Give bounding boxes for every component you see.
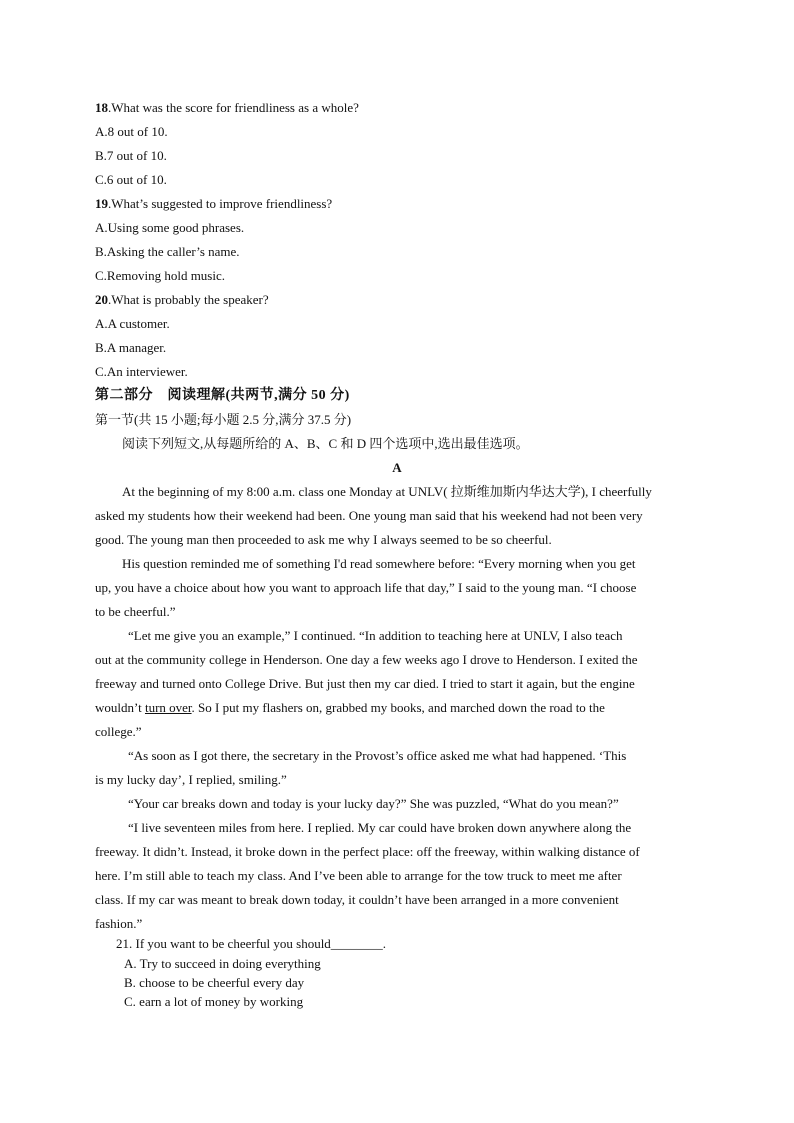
question-stem: .What is probably the speaker? [108,292,269,307]
passage-text: wouldn’t [95,700,145,715]
passage-line: college.” [95,724,142,739]
option-b: B.A manager. [95,340,167,355]
section1-heading: 第一节(共 15 小题;每小题 2.5 分,满分 37.5 分) [95,412,352,427]
passage-line: “I live seventeen miles from here. I replied. My car could have broken down anywhere along the [128,820,632,835]
passage-text: . So I put my flashers on, grabbed my books, and marched down the road to the [191,700,605,715]
question-number: 20 [95,292,108,307]
passage-line: “As soon as I got there, the secretary in the Provost’s office asked me what had happened. ‘This [128,748,627,763]
option-c: C.6 out of 10. [95,172,167,187]
question-21-stem: 21. If you want to be cheerful you should________. [116,936,387,951]
question-18 [95,100,359,116]
instruction-text: 阅读下列短文,从每题所给的 A、B、C 和 D 四个选项中,选出最佳选项。 [122,436,529,451]
passage-line: here. I’m still able to teach my class. And I’ve been able to arrange for the tow truck to meet me after [95,868,622,883]
question-20 [95,292,269,308]
passage-line [95,700,605,716]
part2-heading: 第二部分 阅读理解(共两节,满分 50 分) [95,388,350,403]
passage-line: fashion.” [95,916,143,931]
option-b: B.7 out of 10. [95,148,167,163]
passage-line: freeway. It didn’t. Instead, it broke down in the perfect place: off the freeway, within walking distance of [95,844,640,859]
option-a: A. Try to succeed in doing everything [124,956,321,971]
passage-line: out at the community college in Henderson. One day a few weeks ago I drove to Henderson. I exited the [95,652,638,667]
option-a: A.Using some good phrases. [95,220,245,235]
option-c: C. earn a lot of money by working [124,994,304,1009]
passage-line: class. If my car was meant to break down today, it couldn’t have been arranged in a more convenient [95,892,619,907]
option-b: B. choose to be cheerful every day [124,975,305,990]
option-a: A.8 out of 10. [95,124,168,139]
passage-line: At the beginning of my 8:00 a.m. class one Monday at UNLV( 拉斯维加斯内华达大学), I cheerfully [122,484,652,499]
passage-line: is my lucky day’, I replied, smiling.” [95,772,287,787]
passage-line: His question reminded me of something I'd read somewhere before: “Every morning when you get [122,556,636,571]
question-19 [95,196,332,212]
option-b: B.Asking the caller’s name. [95,244,240,259]
option-c: C.Removing hold music. [95,268,225,283]
passage-line: asked my students how their weekend had been. One young man said that his weekend had not been very [95,508,643,523]
passage-line: to be cheerful.” [95,604,176,619]
passage-line: up, you have a choice about how you want to approach life that day,” I said to the young man. “I choose [95,580,637,595]
passage-label: A [392,460,402,475]
question-stem: .What was the score for friendliness as a whole? [108,100,359,115]
passage-line: “Your car breaks down and today is your lucky day?” She was puzzled, “What do you mean?” [128,796,619,811]
passage-line: freeway and turned onto College Drive. But just then my car died. I tried to start it again, but the engine [95,676,635,691]
passage-line: good. The young man then proceeded to ask me why I always seemed to be so cheerful. [95,532,552,547]
option-a: A.A customer. [95,316,170,331]
underlined-phrase: turn over [144,700,192,715]
question-number: 18 [95,100,108,115]
question-number: 19 [95,196,108,211]
question-stem: .What’s suggested to improve friendliness? [108,196,333,211]
passage-line: “Let me give you an example,” I continued. “In addition to teaching here at UNLV, I also teach [128,628,623,643]
option-c: C.An interviewer. [95,364,188,379]
